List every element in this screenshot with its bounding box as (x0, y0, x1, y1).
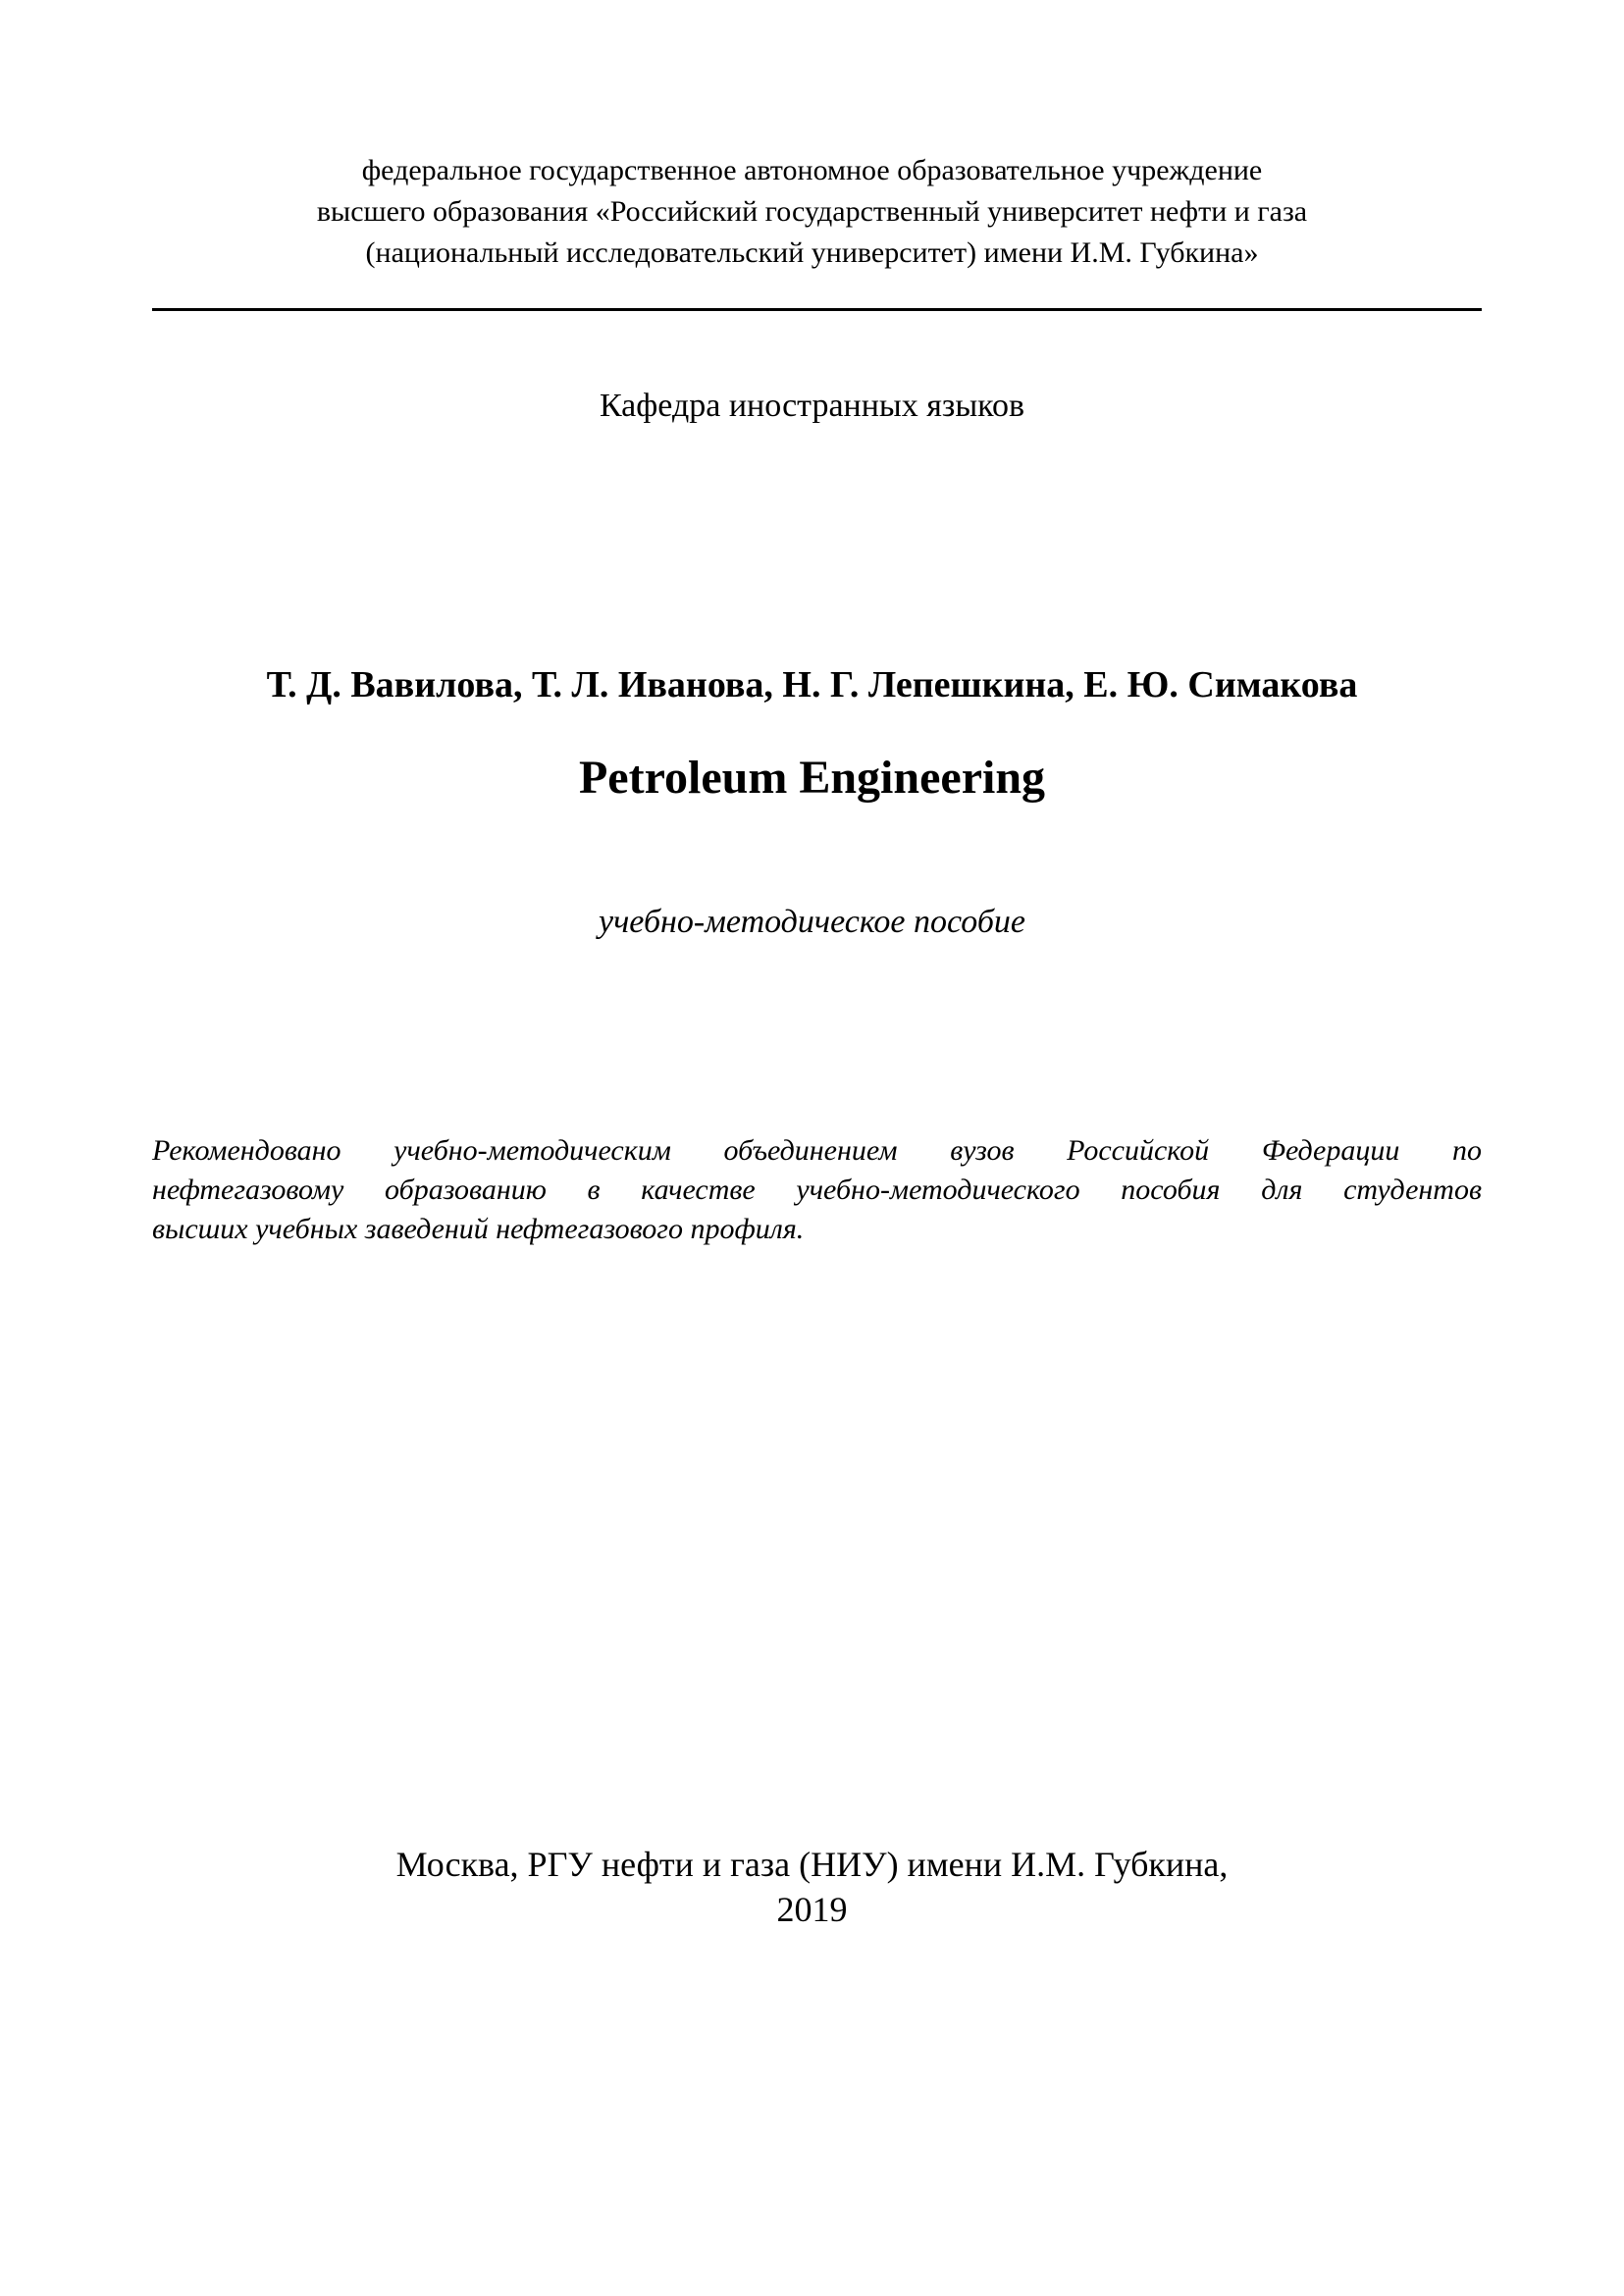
institution-header-line-1: федеральное государственное автономное образовательное учреждение (361, 154, 1263, 186)
institution-header (147, 150, 1477, 274)
document-subtitle: учебно-методическое пособие (598, 904, 1026, 940)
institution-header-line-3: (национальный исследовательский университет) имени И.М. Губкина» (365, 236, 1259, 269)
header-divider (152, 308, 1482, 311)
recommendation-line-3: высших учебных заведений нефтегазового профиля. (152, 1213, 805, 1245)
recommendation-line-1: Рекомендовано учебно-методическим объединением вузов Российской Федерации по (152, 1134, 1482, 1167)
authors-list: Т. Д. Вавилова, Т. Л. Иванова, Н. Г. Лепешкина, Е. Ю. Симакова (266, 664, 1358, 705)
department-name: Кафедра иностранных языков (599, 388, 1025, 424)
imprint-place-publisher: Москва, РГУ нефти и газа (НИУ) имени И.М. Губкина, (395, 1845, 1229, 1884)
recommendation-paragraph (152, 1131, 1482, 1249)
imprint-year: 2019 (776, 1890, 848, 1929)
document-title: Petroleum Engineering (578, 752, 1046, 804)
imprint (0, 1842, 1624, 1932)
recommendation-line-2: нефтегазовому образованию в качестве учебно-методического пособия для студентов (152, 1174, 1482, 1206)
institution-header-line-2: высшего образования «Российский государственный университет нефти и газа (316, 195, 1308, 228)
